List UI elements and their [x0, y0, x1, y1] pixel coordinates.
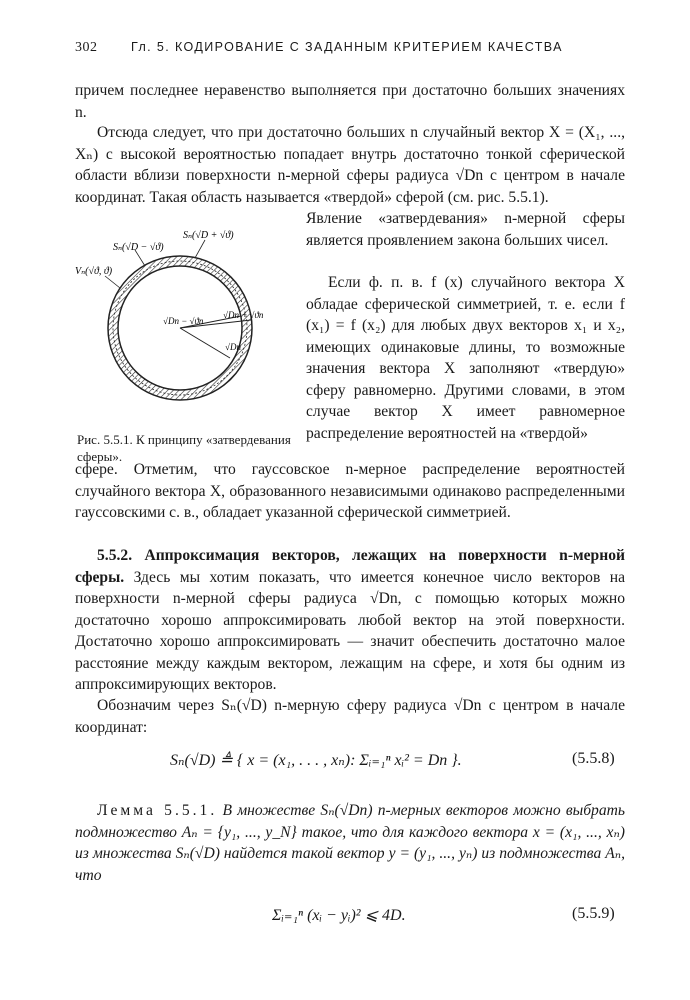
section-text: Здесь мы хотим показать, что имеется конечное число векторов на поверхности n-мерной сферы радиуса √Dn, с помощью которых можно достаточно хорошо аппроксимировать любой вектор на этой поверхности. Достаточно хорошо аппроксимировать — значит обеспечить достаточно малое расстояние между каждым вектором, лежащим на сфере, и хотя бы одним из аппроксимирующих векторов.	[75, 568, 625, 693]
lemma-label: Лемма 5.5.1.	[97, 802, 218, 819]
label-volume: Vₙ(√ϑ, ϑ)	[75, 266, 113, 277]
leader-volume	[105, 276, 120, 288]
leader-outer	[195, 240, 205, 258]
paragraph-gaussian: сфере. Отметим, что гауссовское n-мерное распределение вероятностей случайного вектора X, образованного независимыми одинаково распределенными гауссовскими с. в., обладает указанной сферической симметрией.	[75, 461, 625, 521]
figure-caption: Рис. 5.5.1. К принципу «затвердевания сферы».	[77, 432, 291, 464]
lemma-5-5-1	[75, 800, 625, 886]
section-5-5-2	[75, 545, 625, 696]
label-radius-mid: √Dn	[225, 342, 241, 352]
label-radius-outer: √Dn + √ϑn	[223, 310, 264, 320]
label-radius-inner: √Dn − √ϑn	[163, 316, 204, 326]
figure-5-5-1	[75, 228, 300, 478]
label-outer-sphere: Sₙ(√D + √ϑ)	[183, 230, 234, 241]
formula-5-5-8: Sₙ(√D) ≜ { x = (x₁, . . . , xₙ): Σᵢ₌₁ⁿ xᵢ² = Dn }.	[170, 752, 462, 769]
equation-number-5-5-9: (5.5.9)	[572, 905, 615, 922]
sphere-diagram	[75, 228, 300, 418]
label-inner-sphere: Sₙ(√D − √ϑ)	[113, 242, 164, 253]
section-heading: 5.5.2. Аппроксимация векторов, лежащих на поверхности n-мерной сферы.	[75, 547, 625, 586]
paragraph-hard-sphere: Отсюда следует, что при достаточно больших n случайный вектор X = (X₁, ..., Xₙ) с высокой вероятностью попадает внутрь достаточно тонкой сферической области вблизи поверхности n-мерной сферы радиуса √Dn с центром в начале координат. Такая область называется «твердой» сферой (см. рис. 5.5.1).	[75, 124, 625, 206]
paragraph-spherical-symmetry: Если ф. п. в. f (x) случайного вектора X обладае сферической симметрией, т. е. если f (x₁) = f (x₂) для любых двух векторов x₁ и x₂, имеющих одинаковые длины, то возможные значения вектора X заполняют «твердую» сферу равномерно. Другими словами, в этом случае вектор X имеет равномерное распределение вероятностей на «твердой»	[306, 274, 625, 442]
lemma-text: В множестве Sₙ(√Dn) n-мерных векторов можно выбрать подмножество Aₙ = {y₁, ..., y_N} такое, что для каждого вектора x = (x₁, ..., xₙ) из множества Sₙ(√D) найдется такой вектор y = (y₁, ..., yₙ) из подмножества Aₙ, что	[75, 802, 625, 884]
paragraph-definition: Обозначим через Sₙ(√D) n-мерную сферу радиуса √Dn с центром в начале координат:	[75, 697, 625, 736]
running-title: Гл. 5. КОДИРОВАНИЕ С ЗАДАННЫМ КРИТЕРИЕМ КАЧЕСТВА	[131, 40, 563, 54]
paragraph-continuation: причем последнее неравенство выполняется при достаточно больших значениях n.	[75, 82, 625, 121]
equation-number-5-5-8: (5.5.8)	[572, 750, 615, 767]
paragraph-law-large-numbers: Явление «затвердевания» n-мерной сферы является проявлением закона больших чисел.	[306, 210, 625, 249]
formula-5-5-9: Σᵢ₌₁ⁿ (xᵢ − yᵢ)² ⩽ 4D.	[272, 907, 406, 924]
running-header	[75, 40, 625, 56]
page-number: 302	[75, 40, 98, 55]
